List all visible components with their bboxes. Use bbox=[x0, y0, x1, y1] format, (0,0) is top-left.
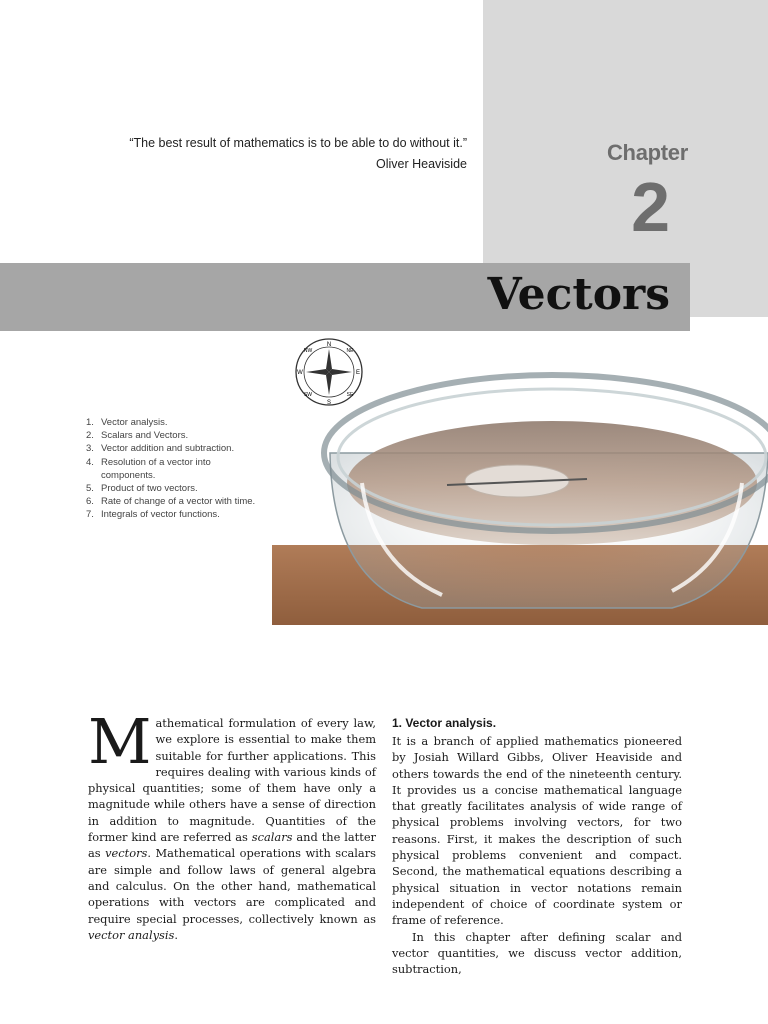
epigraph-quote: “The best result of mathematics is to be able to do without it.” bbox=[129, 136, 467, 150]
contents-item-label: Vector analysis. bbox=[101, 417, 168, 428]
drop-cap: M bbox=[88, 705, 152, 778]
title-band bbox=[0, 263, 690, 331]
term-vector-analysis: vector analysis bbox=[88, 927, 175, 942]
contents-item-label: Resolution of a vector into components. bbox=[101, 456, 211, 481]
compass-w: W bbox=[297, 370, 303, 376]
epigraph-author: Oliver Heaviside bbox=[375, 157, 467, 171]
intro-text: and the latter as bbox=[88, 830, 376, 861]
section-1-column bbox=[392, 715, 682, 977]
compass-e: E bbox=[355, 370, 361, 376]
epigraph bbox=[100, 136, 467, 171]
contents-item-label: Product of two vectors. bbox=[101, 483, 198, 495]
term-vectors: vectors bbox=[105, 846, 148, 861]
contents-item-label: Integrals of vector functions. bbox=[101, 509, 220, 521]
contents-item bbox=[86, 508, 266, 521]
title-band-accent bbox=[690, 263, 768, 317]
contents-item-label: Scalars and Vectors. bbox=[101, 430, 189, 442]
section-heading: 1. Vector analysis. bbox=[392, 716, 497, 730]
contents-item-label: Vector addition and subtraction. bbox=[101, 443, 235, 455]
chapter-number: 2 bbox=[631, 168, 670, 246]
contents-item bbox=[86, 429, 266, 442]
compass-sw: SW bbox=[303, 392, 313, 398]
contents-item bbox=[86, 495, 266, 508]
section-paragraph: In this chapter after defining scalar and vector quantities, we discuss vector addition, subtraction, bbox=[392, 929, 682, 977]
term-scalars: scalars bbox=[251, 830, 293, 845]
intro-text: . Mathematical operations with scalars are simple and follow laws of general algebra and calculus. On the other hand, mathematical operations with vectors are complicated and require special processes, collectively known as bbox=[88, 846, 376, 926]
contents-item bbox=[86, 456, 266, 482]
section-paragraph: It is a branch of applied mathematics pioneered by Josiah Willard Gibbs, Oliver Heaviside and others towards the end of the nineteenth century. It provides us a concise mathematical language that greatly facilitates analysis of wide range of physical problems involving vectors, for two reasons. First, it makes the description of such physical problems convenient and compact. Second, the mathematical equations describing a physical situation in vector notations remain independent of choice of coordinate system or frame of reference. bbox=[392, 734, 682, 928]
chapter-panel bbox=[483, 0, 768, 264]
contents-item-label: Rate of change of a vector with time. bbox=[101, 496, 256, 508]
contents-item-number: 6. bbox=[86, 496, 94, 508]
chapter-contents bbox=[86, 416, 266, 522]
compass-nw: NW bbox=[303, 348, 313, 354]
contents-item bbox=[86, 442, 266, 455]
compass-se: SE bbox=[346, 392, 354, 398]
contents-item bbox=[86, 482, 266, 495]
compass-s: S bbox=[326, 400, 332, 406]
contents-item-number: 5. bbox=[86, 483, 94, 495]
intro-column bbox=[88, 705, 376, 943]
contents-item bbox=[86, 416, 266, 429]
contents-item-number: 1. bbox=[86, 417, 94, 428]
compass-ne: NE bbox=[346, 348, 354, 354]
intro-text: . bbox=[174, 927, 179, 942]
contents-item-number: 7. bbox=[86, 509, 94, 521]
intro-text: athematical formulation of every law, we explore is essential to make them suitable for further applications. This requires dealing with various kinds of physical quantities; some of them have only a magnitude while others have a sense of direction in addition to magnitude. Quantities of the former kind are referred as bbox=[88, 716, 376, 845]
compass-rose-icon bbox=[294, 337, 364, 407]
chapter-title: Vectors bbox=[487, 269, 670, 320]
chapter-label: Chapter bbox=[606, 140, 688, 165]
contents-item-number: 4. bbox=[86, 456, 94, 468]
compass-n: N bbox=[326, 342, 332, 348]
contents-item-number: 3. bbox=[86, 443, 94, 455]
contents-item-number: 2. bbox=[86, 430, 94, 442]
